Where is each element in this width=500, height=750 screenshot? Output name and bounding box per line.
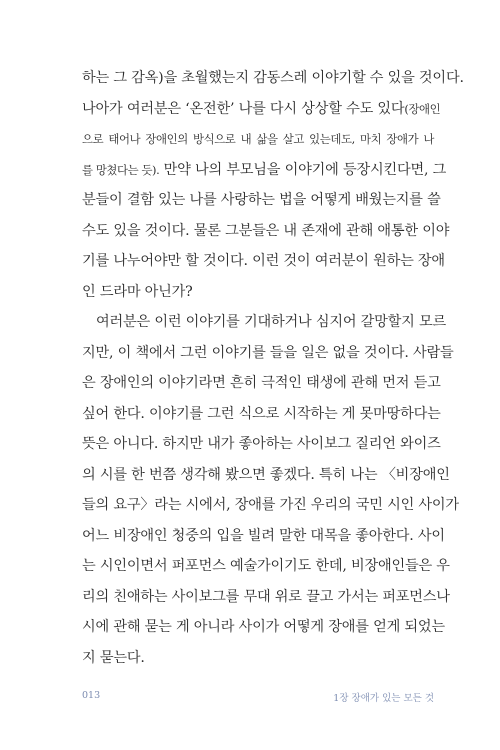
running-header: 1장 장애가 있는 모든 것 — [333, 693, 434, 704]
text-line: 는 시인이면서 퍼포먼스 예술가이기도 한데, 비장애인들은 우 — [82, 558, 450, 574]
text-line: 어느 비장애인 청중의 입을 빌려 말한 대목을 좋아한다. 사이 — [82, 527, 445, 544]
text-line: 여러분은 이런 이야기를 기대하거나 심지어 갈망할지 모르 — [96, 314, 446, 330]
text-line: 지만, 이 책에서 그런 이야기를 들을 일은 없을 것이다. 사람들 — [82, 344, 454, 361]
paragraph — [82, 63, 464, 307]
text-segment-small: (장애인 — [404, 101, 441, 116]
text-line: 시에 관해 묻는 게 아니라 사이가 어떻게 장애를 얻게 되었는 — [82, 619, 445, 635]
text-segment: 나아가 여러분은 ‘온전한’ 나를 다시 상상할 수도 있다 — [82, 100, 405, 117]
text-line: 은 장애인의 이야기라면 흔히 극적인 태생에 관해 먼저 듣고 — [82, 375, 441, 391]
text-line: 싶어 한다. 이야기를 그런 식으로 시작하는 게 못마땅하다는 — [82, 405, 441, 422]
text-line: 뜻은 아니다. 하지만 내가 좋아하는 사이보그 질리언 와이즈 — [82, 436, 441, 452]
text-line: 지 묻는다. — [82, 649, 145, 666]
text-line: 리의 친애하는 사이보그를 무대 위로 끌고 가서는 퍼포먼스나 — [82, 588, 450, 605]
page-footer — [82, 690, 434, 706]
text-line: 분들이 결함 있는 나를 사랑하는 법을 어떻게 배웠는지를 쓸 — [82, 192, 441, 208]
text-line: 들의 요구〉라는 시에서, 장애를 가진 우리의 국민 시인 사이가 — [82, 497, 459, 513]
paragraph — [82, 307, 459, 673]
text-line-small: 으로 태어나 장애인의 방식으로 내 삶을 살고 있는데도, 마치 장애가 나 — [82, 132, 434, 146]
text-line: 인 드라마 아닌가? — [82, 283, 193, 300]
text-line: 하는 그 감옥)을 초월했는지 감동스레 이야기할 수 있을 것이다. — [82, 70, 464, 86]
text-segment: 만약 나의 부모님을 이야기에 등장시킨다면, 그 — [159, 161, 447, 178]
text-line — [82, 155, 447, 186]
body-text — [82, 63, 464, 673]
text-line: 수도 있을 것이다. 물론 그분들은 내 존재에 관해 애통한 이야 — [82, 222, 450, 239]
text-line — [82, 94, 441, 125]
text-segment-small: 를 망쳤다는 듯). — [82, 162, 160, 177]
page-number: 013 — [82, 690, 101, 701]
text-line: 기를 나누어야만 할 것이다. 이런 것이 여러분이 원하는 장애 — [82, 253, 445, 269]
text-line: 의 시를 한 번쯤 생각해 봤으면 좋겠다. 특히 나는 〈비장애인 — [82, 466, 450, 483]
